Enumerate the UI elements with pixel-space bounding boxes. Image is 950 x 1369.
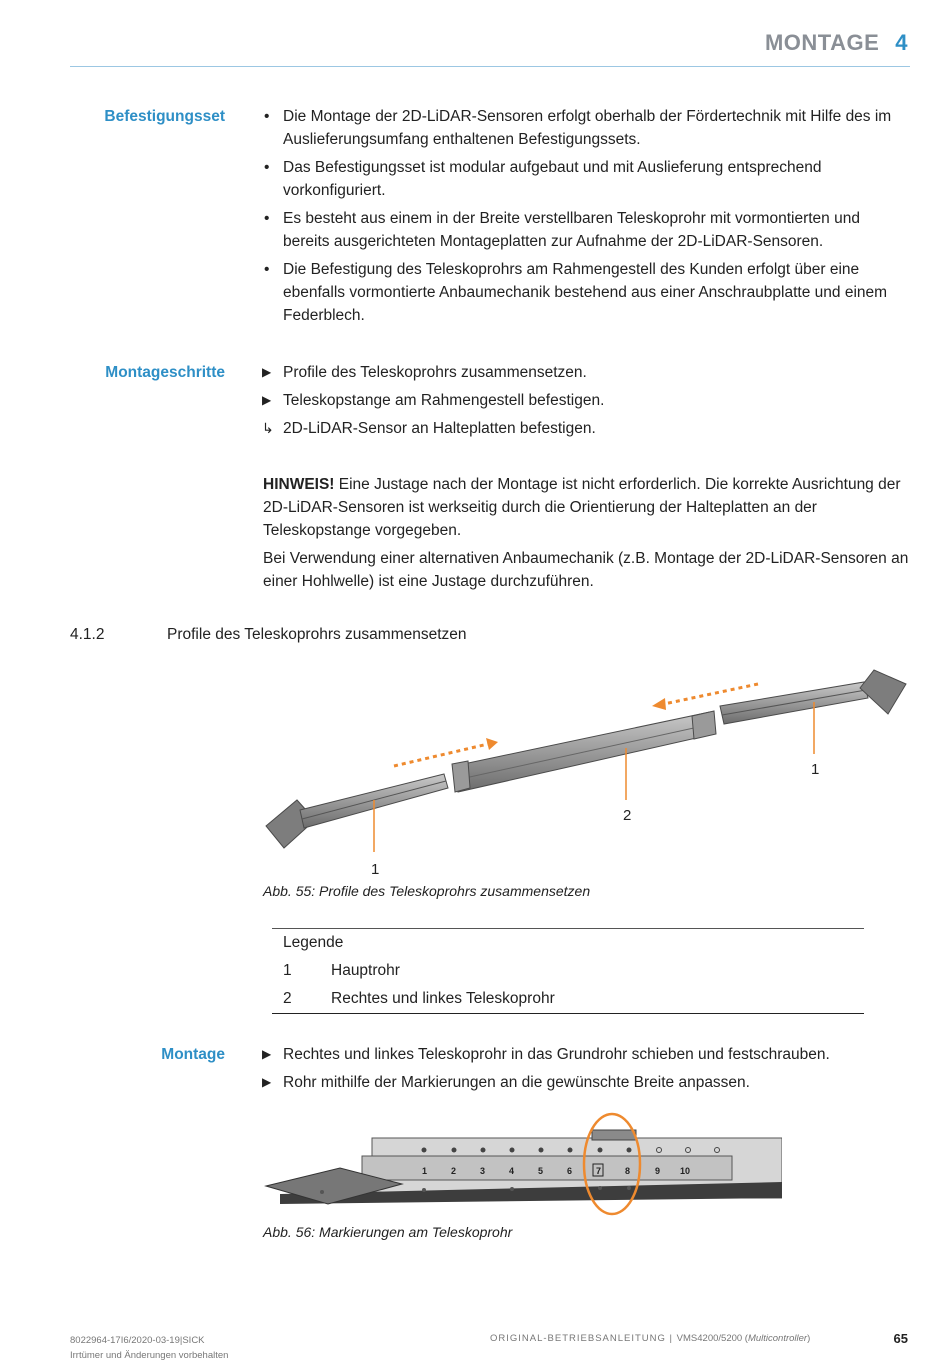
chapter-number: 4 <box>895 30 908 55</box>
bullet-item: • Es besteht aus einem in der Breite verstellbaren Teleskoprohr mit vormontierten und bereits ausgerichteten Montageplatten zur Aufnahme der 2D-LiDAR-Sensoren. <box>262 207 902 253</box>
legend-title-row <box>272 929 864 957</box>
legend-table <box>272 928 864 1014</box>
action-arrow-icon: ▶ <box>262 393 272 407</box>
marking-label: 6 <box>567 1166 573 1176</box>
footer-left <box>70 1333 228 1363</box>
legend-text: Rechtes und linkes Teleskoprohr <box>331 990 555 1007</box>
marking-label: 9 <box>655 1166 661 1176</box>
figure-55-telescopic-tube <box>262 662 912 880</box>
bullet-item: • Das Befestigungsset ist modular aufgebaut und mit Auslieferung entsprechend vorkonfiguriert. <box>262 156 902 202</box>
step-item <box>262 1071 902 1094</box>
marking-label: 1 <box>422 1166 428 1176</box>
marking-label: 3 <box>480 1166 486 1176</box>
legend-row <box>272 985 864 1013</box>
legend-title: Legende <box>283 934 344 951</box>
hinweis-note <box>263 473 908 542</box>
bullet-item: • Die Befestigung des Teleskoprohrs am Rahmengestell des Kunden erfolgt über eine ebenfalls vormontierte Anbaumechanik bestehend aus einer Anschraubplatte und einem Federblech. <box>262 258 902 327</box>
section-title: Profile des Teleskoprohrs zusammensetzen <box>167 626 467 643</box>
right-mounting-plate <box>860 670 906 714</box>
step-item <box>262 1043 902 1066</box>
footer-disclaimer: Irrtümer und Änderungen vorbehalten <box>70 1350 229 1361</box>
footer-product-close: ) <box>807 1333 811 1344</box>
action-arrow-icon: ▶ <box>262 365 272 379</box>
montageschritte-step-list <box>262 361 902 445</box>
legend-num: 1 <box>283 962 292 979</box>
header-rule <box>70 66 910 67</box>
result-arrow-icon: ↳ <box>262 420 274 436</box>
legend-row <box>272 957 864 985</box>
page-number: 65 <box>893 1331 908 1346</box>
footer-manual <box>490 1333 810 1344</box>
marking-label: 7 <box>596 1166 602 1176</box>
step-item <box>262 389 902 412</box>
footer-doc-id: 8022964-17I6/2020-03-19|SICK <box>70 1335 205 1346</box>
figure-56-tube-markings <box>262 1112 782 1220</box>
marking-label: 8 <box>625 1166 631 1176</box>
step-text: Rohr mithilfe der Markierungen an die gewünschte Breite anpassen. <box>283 1074 750 1091</box>
chapter-title: MONTAGE <box>764 30 880 55</box>
callout-label: 2 <box>623 807 632 824</box>
step-item <box>262 417 902 440</box>
marking-label: 4 <box>509 1166 515 1176</box>
chapter-header <box>765 30 908 56</box>
action-arrow-icon: ▶ <box>262 1047 272 1061</box>
marking-label: 2 <box>451 1166 457 1176</box>
side-label-montageschritte: Montageschritte <box>105 364 225 381</box>
step-text: Teleskopstange am Rahmengestell befestigen. <box>283 392 605 409</box>
befestigung-bullet-list <box>262 105 902 332</box>
legend-num: 2 <box>283 990 292 1007</box>
hinweis-label: HINWEIS! <box>263 476 335 493</box>
step-text: Rechtes und linkes Teleskoprohr in das Grundrohr schieben und festschrauben. <box>283 1046 830 1063</box>
montage-step-list <box>262 1043 902 1099</box>
legend-text: Hauptrohr <box>331 962 400 979</box>
step-item <box>262 361 902 384</box>
step-text: 2D-LiDAR-Sensor an Halteplatten befestigen. <box>283 420 596 437</box>
figure-56-caption: Abb. 56: Markierungen am Teleskoprohr <box>263 1224 513 1240</box>
action-arrow-icon: ▶ <box>262 1075 272 1089</box>
footer-product: VMS4200/5200 ( <box>676 1333 748 1344</box>
hinweis-note-2: Bei Verwendung einer alternativen Anbaumechanik (z.B. Montage der 2D-LiDAR-Sensoren an einer Hohlwelle) ist eine Justage durchzuführen. <box>263 550 909 590</box>
callout-label: 1 <box>811 761 820 778</box>
side-label-befestigungsset: Befestigungsset <box>104 108 225 125</box>
step-text: Profile des Teleskoprohrs zusammensetzen. <box>283 364 587 381</box>
footer-product-variant: Multicontroller <box>747 1333 808 1344</box>
section-number: 4.1.2 <box>70 626 105 643</box>
figure-55-caption: Abb. 55: Profile des Teleskoprohrs zusammensetzen <box>263 883 591 899</box>
marking-label: 5 <box>538 1166 544 1176</box>
marking-label: 10 <box>680 1166 691 1176</box>
hinweis-text: Eine Justage nach der Montage ist nicht erforderlich. Die korrekte Ausrichtung der 2D-LiDAR-Sensoren ist werkseitig durch die Orientierung der Halteplatten an der Teleskopstange vorgegeben. <box>263 476 901 539</box>
bullet-item: • Die Montage der 2D-LiDAR-Sensoren erfolgt oberhalb der Fördertechnik mit Hilfe des im Auslieferungsumfang enthaltenen Befestigungssets. <box>262 105 902 151</box>
footer-manual-title: ORIGINAL-BETRIEBSANLEITUNG | <box>490 1333 677 1344</box>
callout-label: 1 <box>371 861 380 878</box>
side-label-montage: Montage <box>161 1046 225 1063</box>
